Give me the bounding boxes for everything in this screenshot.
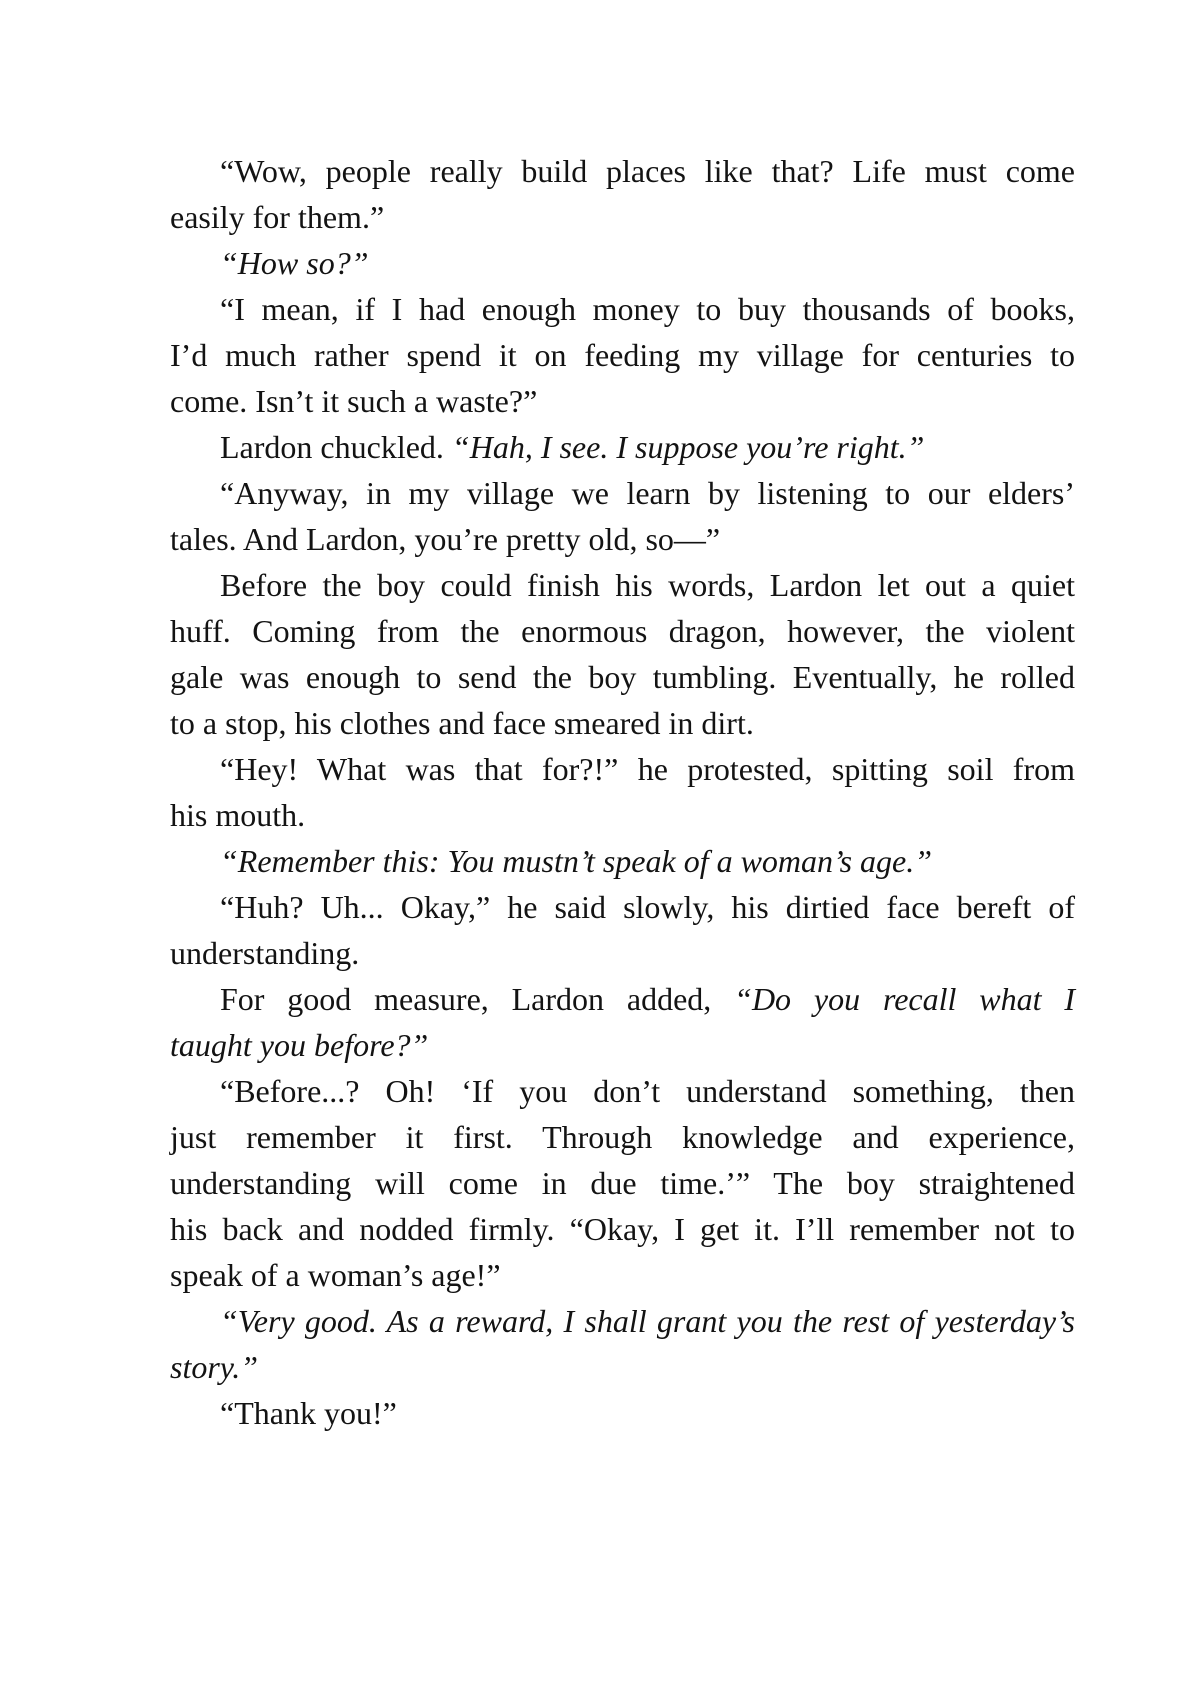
text-segment: come. Isn’t it such a waste?” [170,383,538,419]
italic-text-segment: “Do you recall what I [734,981,1076,1017]
text-segment: “I mean, if I had enough money to buy thousands of books, [220,291,1075,327]
text-line [170,1344,1075,1390]
text-line [170,1206,1075,1252]
text-segment: “Wow, people really build places like that? Life must come [220,153,1075,189]
text-line [170,976,1075,1022]
italic-text-segment: “How so?” [220,245,369,281]
text-segment: “Thank you!” [220,1395,397,1431]
text-segment: his mouth. [170,797,306,833]
text-line [170,700,1075,746]
text-line [170,792,1075,838]
text-segment: understanding will come in due time.’” The boy straightened [170,1165,1075,1201]
text-line [170,930,1075,976]
text-line [170,378,1075,424]
text-segment: “Before...? Oh! ‘If you don’t understand something, then [220,1073,1075,1109]
text-line [170,654,1075,700]
text-segment: “Hey! What was that for?!” he protested, spitting soil from [220,751,1075,787]
text-line [170,470,1075,516]
italic-text-segment: “Hah, I see. I suppose you’re right.” [451,429,925,465]
text-segment: understanding. [170,935,360,971]
text-line [170,332,1075,378]
text-line [170,1022,1075,1068]
text-line [170,562,1075,608]
text-segment: Lardon chuckled. [220,429,452,465]
text-segment: Before the boy could finish his words, Lardon let out a quiet [220,567,1075,603]
text-line [170,884,1075,930]
text-line [170,1252,1075,1298]
italic-text-segment: story.” [170,1349,259,1385]
text-line [170,424,1075,470]
text-line [170,1068,1075,1114]
text-line [170,746,1075,792]
text-line [170,148,1075,194]
text-line [170,240,1075,286]
text-segment: speak of a woman’s age!” [170,1257,501,1293]
text-segment: to a stop, his clothes and face smeared in dirt. [170,705,754,741]
text-line [170,1298,1075,1344]
text-segment: his back and nodded firmly. “Okay, I get it. I’ll remember not to [170,1211,1075,1247]
text-line [170,608,1075,654]
italic-text-segment: “Very good. As a reward, I shall grant you the rest of yesterday’s [220,1303,1075,1339]
text-line [170,194,1075,240]
text-segment: huff. Coming from the enormous dragon, however, the violent [170,613,1075,649]
text-segment: just remember it first. Through knowledge and experience, [170,1119,1075,1155]
text-line [170,1160,1075,1206]
text-segment: easily for them.” [170,199,385,235]
text-segment: gale was enough to send the boy tumbling. Eventually, he rolled [170,659,1075,695]
text-line [170,1114,1075,1160]
text-line [170,1390,1075,1436]
text-segment: I’d much rather spend it on feeding my village for centuries to [170,337,1075,373]
text-segment: For good measure, Lardon added, [220,981,735,1017]
italic-text-segment: “Remember this: You mustn’t speak of a woman’s age.” [220,843,933,879]
page-text [170,148,1075,1436]
text-line [170,516,1075,562]
italic-text-segment: taught you before?” [170,1027,429,1063]
text-segment: “Anyway, in my village we learn by listening to our elders’ [220,475,1075,511]
text-line [170,838,1075,884]
text-line [170,286,1075,332]
text-segment: “Huh? Uh... Okay,” he said slowly, his dirtied face bereft of [220,889,1075,925]
text-segment: tales. And Lardon, you’re pretty old, so—” [170,521,721,557]
